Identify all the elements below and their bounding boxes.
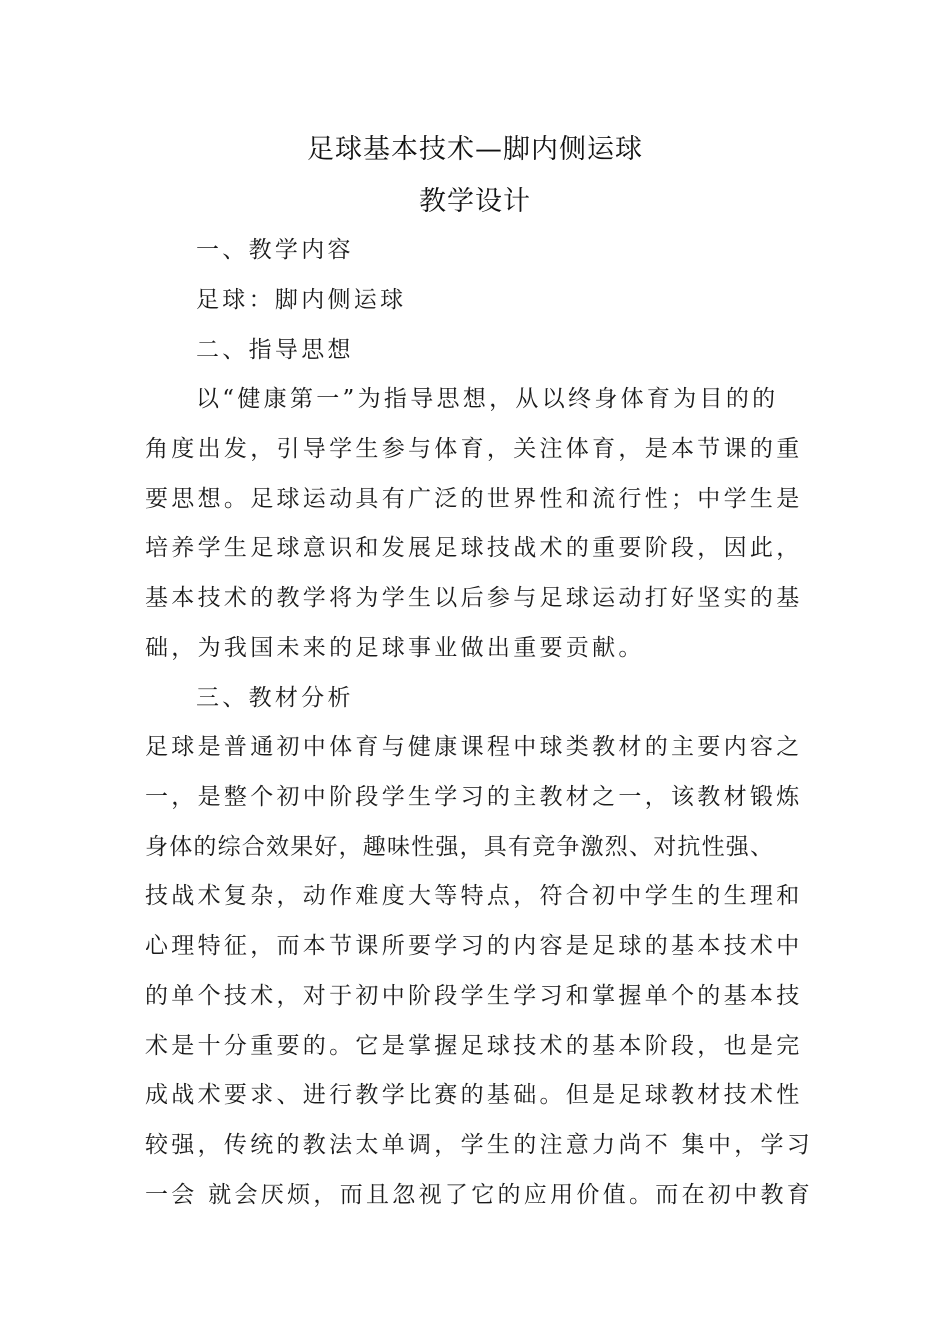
paragraph-line: 成战术要求、进行教学比赛的基础。但是足球教材技术性 (145, 1082, 803, 1108)
paragraph-line: 角度出发，引导学生参与体育，关注体育，是本节课的重 (145, 436, 803, 462)
section-heading-content: 一、教学内容 (196, 237, 354, 263)
paragraph-line: 足球是普通初中体育与健康课程中球类教材的主要内容之 (145, 734, 803, 760)
paragraph-line: 心理特征，而本节课所要学习的内容是足球的基本技术中 (145, 933, 803, 959)
paragraph-line: 培养学生足球意识和发展足球技战术的重要阶段，因此， (145, 535, 803, 561)
paragraph-line: 术是十分重要的。它是掌握足球技术的基本阶段，也是完 (145, 1033, 803, 1059)
document-subtitle: 教学设计 (419, 186, 531, 217)
paragraph-line: 身体的综合效果好，趣味性强，具有竞争激烈、对抗性强、 (145, 834, 775, 860)
paragraph-line: 较强，传统的教法太单调，学生的注意力尚不 集中，学习 (145, 1132, 814, 1158)
paragraph-line: 技战术复杂，动作难度大等特点，符合初中学生的生理和 (145, 883, 803, 909)
paragraph-line: 一会 就会厌烦，而且忽视了它的应用价值。而在初中教育 (145, 1182, 814, 1208)
paragraph-line: 一，是整个初中阶段学生学习的主教材之一，该教材锻炼 (145, 784, 803, 810)
document-title: 足球基本技术—脚内侧运球 (307, 134, 643, 165)
paragraph-line: 基本技术的教学将为学生以后参与足球运动打好坚实的基 (145, 585, 803, 611)
content-text: 足球：脚内侧运球 (196, 287, 407, 313)
paragraph-line: 要思想。足球运动具有广泛的世界性和流行性；中学生是 (145, 486, 803, 512)
paragraph-line: 础，为我国未来的足球事业做出重要贡献。 (145, 635, 645, 661)
section-heading-material-analysis: 三、教材分析 (196, 685, 354, 711)
section-heading-guiding-thought: 二、指导思想 (196, 337, 354, 363)
paragraph-line: 的单个技术，对于初中阶段学生学习和掌握单个的基本技 (145, 983, 803, 1009)
paragraph-line: 以“健康第一”为指导思想，从以终身体育为目的的 (196, 386, 779, 412)
